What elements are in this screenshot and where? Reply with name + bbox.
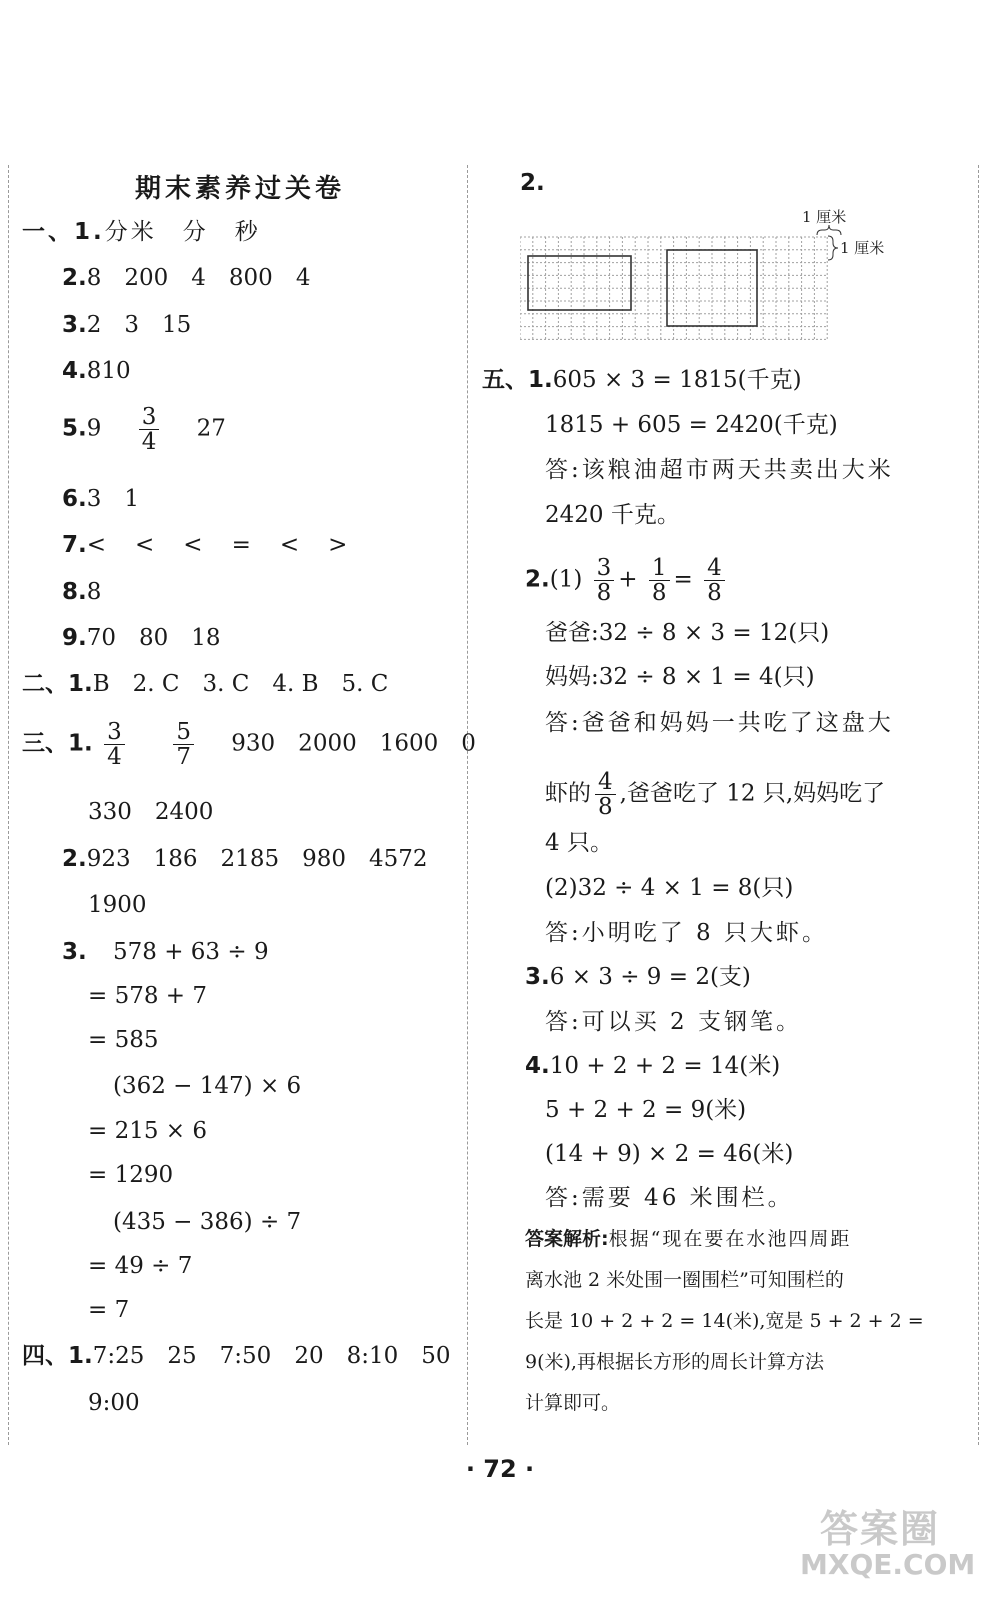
s4-q1: 四、1.7:25 25 7:50 20 8:10 50 (22, 1343, 451, 1369)
s5-q2-l3: 妈妈:32 ÷ 8 × 1 = 4(只) (545, 664, 815, 690)
analysis-l4: 9(米),再根据长方形的周长计算方法 (525, 1351, 824, 1373)
fraction: $\frac{4}{8}$ (595, 770, 616, 819)
grid-figure (520, 205, 900, 345)
brace-top (817, 225, 841, 235)
s1-q9: 9.70 80 18 (62, 625, 221, 651)
s3-q2: 2.923 186 2185 980 4572 (62, 846, 428, 872)
s5-q1: 五、1.605 × 3 = 1815(千克) (482, 367, 802, 393)
s3-q2-line2: 1900 (88, 892, 147, 918)
q2-label: 2. (520, 170, 545, 196)
s1-q2: 2.8 200 4 800 4 (62, 265, 311, 291)
fraction: $\frac{5}{7}$ (173, 720, 194, 769)
fraction: $\frac{3}{4}$ (104, 720, 125, 769)
analysis-l5: 计算即可。 (525, 1392, 621, 1414)
s5-q2-l7: (2)32 ÷ 4 × 1 = 8(只) (545, 875, 794, 901)
calc-line: 578 + 63 ÷ 9 (113, 939, 269, 965)
s1-q1: 一、1.分米 分 秒 (22, 219, 261, 245)
s5-q4: 4.10 + 2 + 2 = 14(米) (525, 1053, 781, 1079)
analysis-l1: 答案解析:根据“现在要在水池四周距 (525, 1228, 852, 1250)
s4-q1-line2: 9:00 (88, 1390, 140, 1416)
calc-line: = 1290 (88, 1162, 174, 1188)
s5-q2-l6: 4 只。 (545, 830, 613, 856)
s5-q3-ans: 答:可以买 2 支钢笔。 (545, 1009, 803, 1035)
fraction: $\frac{3}{8}$ (594, 556, 615, 605)
s1-q3: 3.2 3 15 (62, 312, 192, 338)
rectangle-small (528, 256, 631, 310)
s3-q1-line2: 330 2400 (88, 799, 214, 825)
calc-line: = 7 (88, 1297, 130, 1323)
calc-line: = 49 ÷ 7 (88, 1253, 193, 1279)
s1-q5: 5.9 $\frac{3}{4}$ 27 (62, 404, 226, 455)
s5-q2-l5: 虾的 $\frac{4}{8}$ ,爸爸吃了 12 只,妈妈吃了 (545, 769, 886, 820)
brace-side (828, 236, 838, 260)
s1-q8: 8.8 (62, 579, 102, 605)
right-margin-line (978, 165, 979, 1445)
s2-answers: 二、1.B 2. C 3. C 4. B 5. C (22, 671, 389, 697)
watermark-url: MXQE.COM (800, 1548, 976, 1581)
s1-q7: 7.< < < = < > (62, 532, 351, 558)
calc-line: = 215 × 6 (88, 1118, 208, 1144)
s5-q1-l2: 1815 + 605 = 2420(千克) (545, 412, 838, 438)
s1-q4: 4.810 (62, 358, 131, 384)
s5-q2-l2: 爸爸:32 ÷ 8 × 3 = 12(只) (545, 620, 830, 646)
fraction: $\frac{1}{8}$ (649, 556, 670, 605)
s5-q2-l8: 答:小明吃了 8 只大虾。 (545, 920, 829, 946)
analysis-l3: 长是 10 + 2 + 2 = 14(米),宽是 5 + 2 + 2 = (525, 1310, 924, 1332)
s5-q3: 3.6 × 3 ÷ 9 = 2(支) (525, 964, 751, 990)
s5-q2-l4: 答:爸爸和妈妈一共吃了这盘大 (545, 710, 894, 736)
page-title: 期末素养过关卷 (135, 174, 346, 204)
watermark-logo: 答案圈 (820, 1507, 941, 1551)
grid-label-side: 1 厘米 (840, 239, 885, 257)
s5-q1-l3: 答:该粮油超市两天共卖出大米 (545, 457, 894, 483)
s3-q1: 三、1. $\frac{3}{4}$ $\frac{5}{7}$ 930 2000 1600 0 (22, 719, 476, 770)
page-number: · 72 · (465, 1455, 535, 1483)
s5-q4-l2: 5 + 2 + 2 = 9(米) (545, 1097, 747, 1123)
fraction: $\frac{4}{8}$ (704, 556, 725, 605)
column-divider (467, 165, 468, 1445)
s5-q4-ans: 答:需要 46 米围栏。 (545, 1185, 794, 1211)
calc-line: = 585 (88, 1027, 159, 1053)
fraction: $\frac{3}{4}$ (139, 405, 160, 454)
calc-line: (362 − 147) × 6 (113, 1073, 302, 1099)
s5-q4-l3: (14 + 9) × 2 = 46(米) (545, 1141, 794, 1167)
calc-line: (435 − 386) ÷ 7 (113, 1209, 302, 1235)
s3-q3-label: 3. (62, 939, 87, 965)
left-margin-line (8, 165, 9, 1445)
calc-line: = 578 + 7 (88, 983, 208, 1009)
s5-q1-l4: 2420 千克。 (545, 502, 680, 528)
grid-label-top: 1 厘米 (802, 208, 847, 226)
s1-q6: 6.3 1 (62, 486, 140, 512)
analysis-l2: 离水池 2 米处围一圈围栏”可知围栏的 (525, 1269, 844, 1291)
s5-q2: 2.(1) $\frac{3}{8}$ + $\frac{1}{8}$ = $\frac{4}{8}$ (525, 556, 729, 605)
